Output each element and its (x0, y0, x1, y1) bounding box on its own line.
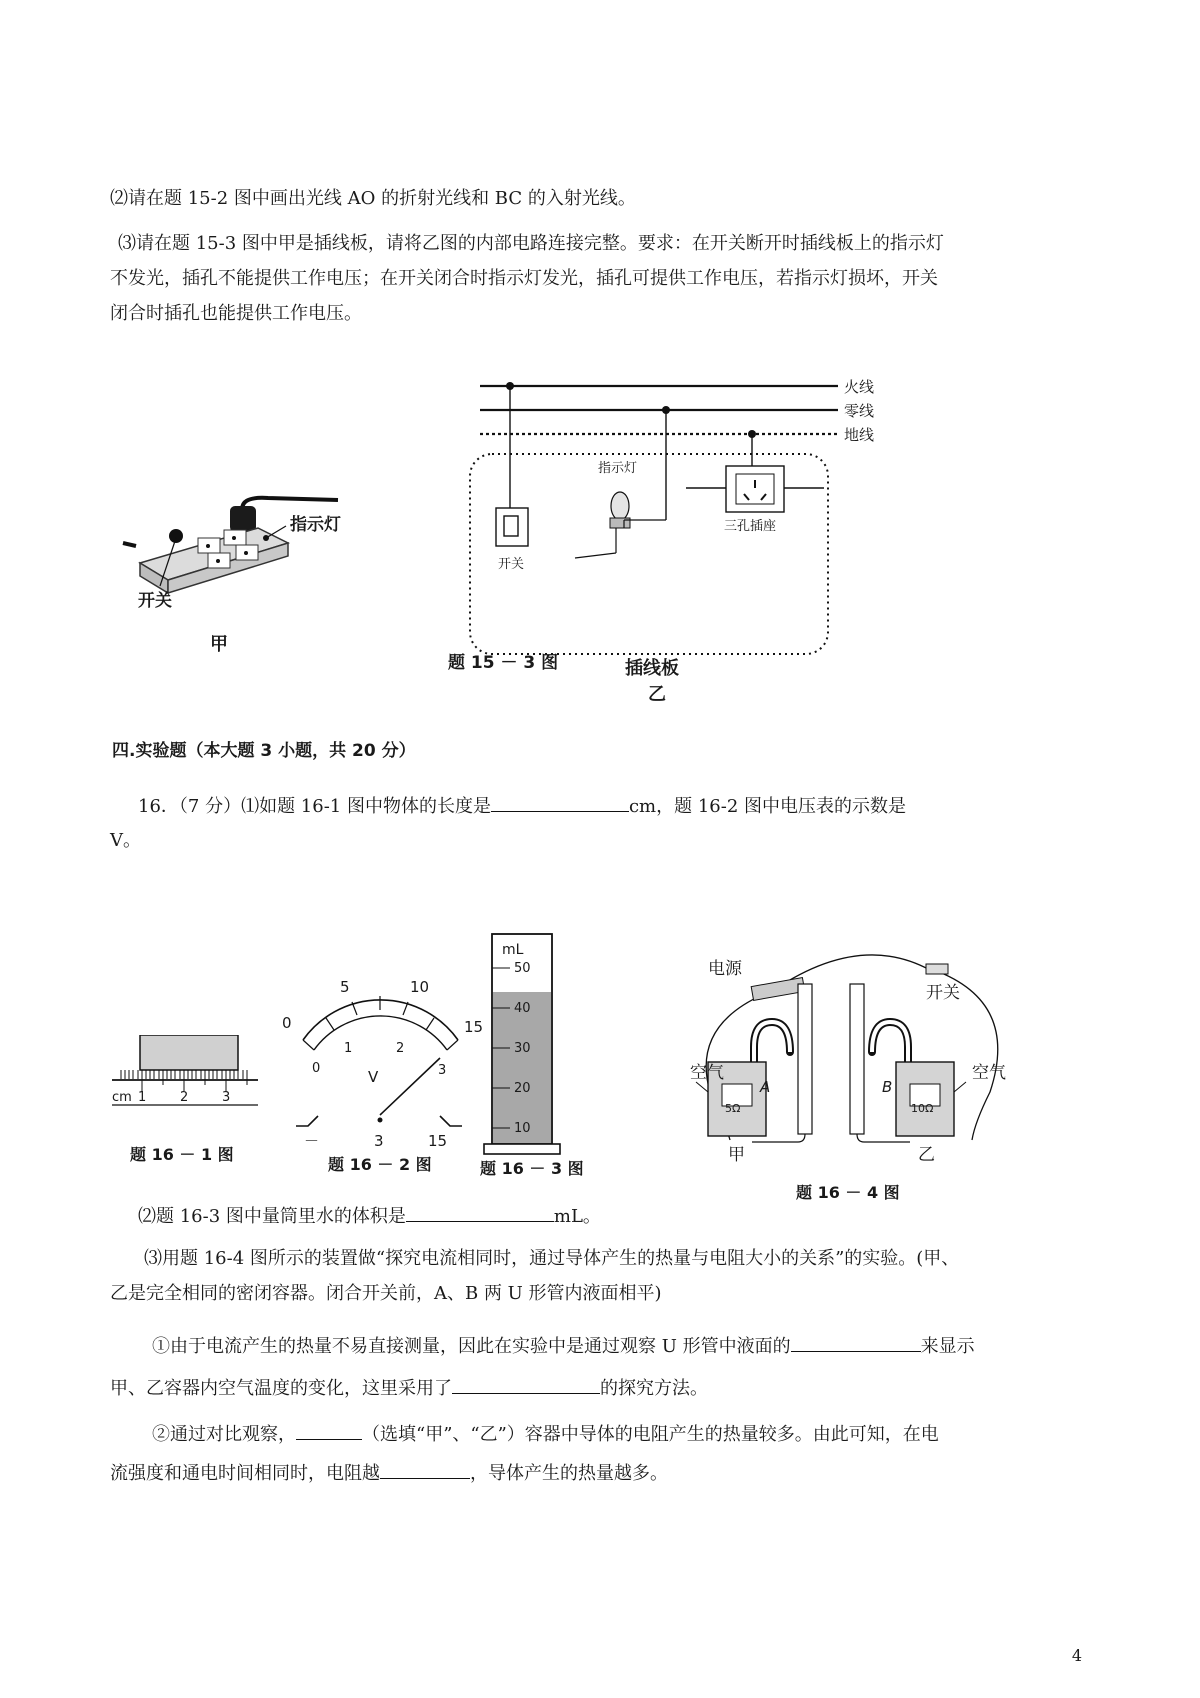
caption-16-3: 题 16 － 3 图 (480, 1159, 584, 1178)
q15-part2: ⑵请在题 15-2 图中画出光线 AO 的折射光线和 BC 的入射光线。 (110, 188, 636, 209)
fire-wire-label: 火线 (844, 378, 875, 396)
cyl-20: 20 (514, 1081, 531, 1096)
q16-intro-b: cm，题 16-2 图中电压表的示数是 (628, 796, 906, 817)
blank-resistance[interactable] (380, 1460, 470, 1479)
q16-part2-a: ⑵题 16-3 图中量筒里水的体积是 (138, 1206, 406, 1227)
cyl-40: 40 (514, 1001, 531, 1016)
yi-container-label: 乙 (918, 1145, 935, 1165)
q16-c1-line1 (152, 1333, 975, 1360)
caption-16-2: 题 16 － 2 图 (328, 1155, 432, 1174)
q16-c1-line2-b: 的探究方法。 (600, 1378, 708, 1399)
socket-label: 三孔插座 (724, 519, 777, 534)
page-number: 4 (1071, 1646, 1082, 1665)
jia-caption: 甲 (210, 634, 228, 655)
outer-10: 10 (410, 978, 430, 996)
switch-label: 开关 (498, 557, 525, 572)
jia-container-label: 甲 (728, 1145, 745, 1165)
q15-part3-line2: 不发光，插孔不能提供工作电压；在开关闭合时指示灯发光，插孔可提供工作电压，若指示灯损坏，开关 (110, 268, 938, 289)
outer-5: 5 (340, 978, 350, 996)
ruler-tick-3: 3 (222, 1090, 231, 1105)
caption-15-3: 题 15 － 3 图 (448, 653, 559, 673)
cyl-30: 30 (514, 1041, 531, 1056)
terminal-15: 15 (428, 1132, 448, 1150)
ruler-tick-1: 1 (138, 1090, 147, 1105)
figure-15-3-jia (118, 488, 348, 668)
cyl-10: 10 (514, 1121, 531, 1136)
ruler-unit: cm (112, 1090, 132, 1105)
q16-c1-line2 (110, 1375, 708, 1402)
blank-method[interactable] (452, 1375, 600, 1394)
blank-container[interactable] (296, 1421, 362, 1440)
q16-c2-line2-b: ，导体产生的热量越多。 (470, 1463, 668, 1484)
cyl-unit: mL (502, 942, 524, 958)
q16-intro-c: V。 (110, 830, 141, 851)
jia-light-label: 指示灯 (290, 515, 341, 535)
q16-c2-line2-a: 流强度和通电时间相同时，电阻越 (110, 1463, 380, 1484)
caption-16-4: 题 16 － 4 图 (796, 1183, 900, 1202)
meter-scale (303, 996, 458, 1050)
figure-16-1 (112, 1035, 262, 1185)
inner-2: 2 (396, 1041, 405, 1056)
r1-label: 5Ω (725, 1102, 741, 1115)
figure-16-3 (480, 928, 610, 1178)
q15-part3-line3: 闭合时插孔也能提供工作电压。 (110, 303, 362, 324)
q16-c1-a: ①由于电流产生的热量不易直接测量，因此在实验中是通过观察 U 形管中液面的 (152, 1336, 791, 1357)
blank-length[interactable] (491, 793, 629, 812)
r2-label: 10Ω (911, 1102, 934, 1115)
caption-16-1: 题 16 － 1 图 (130, 1145, 234, 1164)
inner-1: 1 (344, 1041, 353, 1056)
ground-wire-label: 地线 (844, 426, 875, 444)
ruler-tick-2: 2 (180, 1090, 189, 1105)
q16-intro-a: 16．（7 分）⑴如题 16-1 图中物体的长度是 (138, 796, 491, 817)
power-label: 电源 (708, 959, 742, 979)
q16-c2-line2 (110, 1460, 668, 1487)
neutral-wire-label: 零线 (844, 402, 875, 420)
terminal-3: 3 (374, 1132, 384, 1150)
cyl-50: 50 (514, 961, 531, 976)
q16-part3-line2: 乙是完全相同的密闭容器。闭合开关前，A、B 两 U 形管内液面相平) (110, 1283, 662, 1304)
outer-0: 0 (282, 1014, 292, 1032)
air-right-label: 空气 (972, 1063, 1006, 1083)
board-label: 插线板 (625, 658, 679, 679)
q16-part2 (138, 1203, 601, 1230)
tube-b-label: B (882, 1078, 893, 1096)
inner-3: 3 (438, 1063, 447, 1078)
q15-part3-line1: ⑶请在题 15-3 图中甲是插线板，请将乙图的内部电路连接完整。要求：在开关断开时插线板上的指示灯 (118, 233, 944, 254)
yi-caption: 乙 (648, 684, 666, 705)
q16-part3-line1: ⑶用题 16-4 图所示的装置做“探究电流相同时，通过导体产生的热量与电阻大小的关系”的实验。(甲、 (144, 1248, 960, 1269)
q16-intro (138, 793, 906, 820)
jia-switch-label: 开关 (138, 591, 172, 611)
q16-c1-line2-a: 甲、乙容器内空气温度的变化，这里采用了 (110, 1378, 452, 1399)
figure-16-2 (268, 950, 498, 1180)
outer-15: 15 (464, 1018, 484, 1036)
q16-c2-b: （选填“甲”、“乙”）容器中导体的电阻产生的热量较多。由此可知，在电 (362, 1424, 939, 1445)
blank-height-difference[interactable] (791, 1333, 921, 1352)
switch-label-16: 开关 (926, 983, 960, 1003)
blank-volume[interactable] (406, 1203, 554, 1222)
air-left-label: 空气 (690, 1063, 724, 1083)
section-4-title: 四.实验题（本大题 3 小题，共 20 分） (112, 741, 416, 761)
inner-0: 0 (312, 1061, 321, 1076)
meter-needle (380, 1058, 440, 1115)
tube-a-label: A (760, 1078, 771, 1096)
meter-unit: V (368, 1068, 379, 1086)
q16-part2-b: mL。 (553, 1206, 601, 1227)
indicator-light-label: 指示灯 (598, 461, 638, 476)
q16-c2-a: ②通过对比观察， (152, 1424, 296, 1445)
q16-c2-line1 (152, 1421, 939, 1448)
figure-16-4 (690, 942, 1050, 1202)
terminal-neg: － (304, 1132, 320, 1150)
q16-c1-b: 来显示 (920, 1336, 975, 1357)
